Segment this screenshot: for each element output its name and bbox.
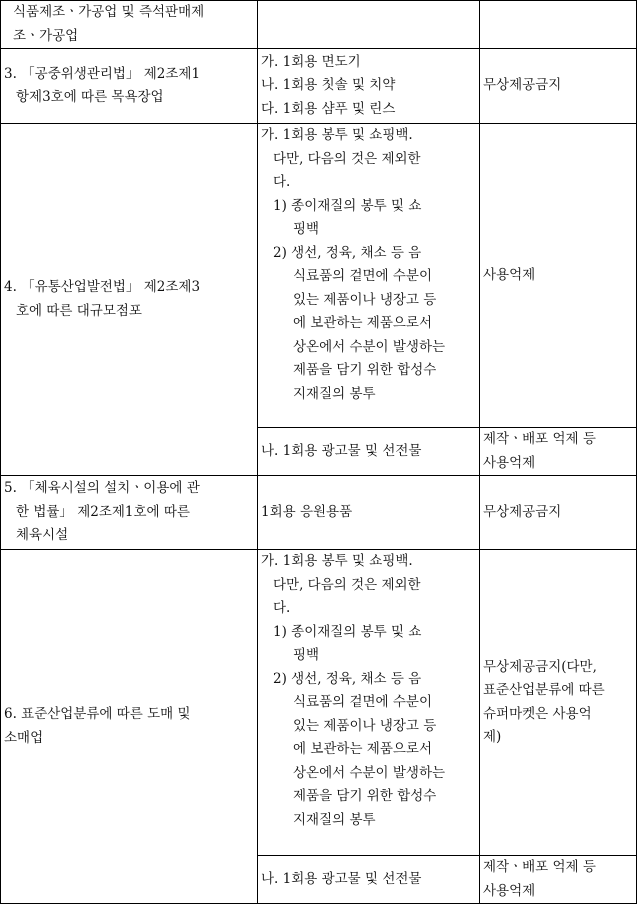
item-line: 나. 1회용 칫솔 및 치약	[261, 77, 396, 94]
sub-item-line: 2) 생선, 정육, 채소 등 음	[273, 244, 422, 261]
sub-item-line: 핑백	[293, 221, 320, 237]
category-line: 체육시설	[16, 527, 69, 544]
item-cell: 1회용 응원용품	[258, 476, 480, 550]
category-line: 호에 따른 대규모점포	[16, 302, 142, 319]
sub-item-line: 에 보관하는 제품으로서	[293, 741, 432, 757]
category-line: 항제3호에 따른 목욕장업	[16, 89, 164, 105]
table-row	[1, 476, 637, 550]
sub-item-line: 1) 종이재질의 봉투 및 쇼	[273, 197, 422, 214]
measure-cell: 무상제공금지	[480, 476, 637, 550]
sub-item-line: 1) 종이재질의 봉투 및 쇼	[273, 623, 422, 640]
sub-item-line: 지재질의 봉투	[293, 811, 376, 828]
sub-item-line: 있는 제품이나 냉장고 등	[293, 717, 437, 734]
measure-line: 표준산업분류에 따른	[483, 682, 605, 698]
item-line: 다만, 다음의 것은 제외한	[273, 576, 421, 593]
category-cell	[1, 550, 258, 904]
measure-line: 제)	[483, 729, 502, 745]
measure-line: 제작ㆍ배포 억제 등	[483, 859, 596, 875]
item-head: 가. 1회용 봉투 및 쇼핑백.	[261, 127, 413, 143]
item-line: 다. 1회용 샴푸 및 린스	[261, 100, 396, 117]
measure-line: 제작ㆍ배포 억제 등	[483, 431, 596, 447]
category-cell	[1, 49, 258, 124]
table-row	[1, 550, 637, 856]
category-line: 5. 「체육시설의 설치ㆍ이용에 관	[4, 480, 200, 497]
category-line: 3. 「공중위생관리법」 제2조제1	[4, 65, 201, 82]
item-line: 다만, 다음의 것은 제외한	[273, 150, 421, 167]
item-cell	[258, 49, 480, 124]
item-head: 가. 1회용 봉투 및 쇼핑백.	[261, 553, 413, 569]
category-line: 조ㆍ가공업	[13, 27, 79, 44]
category-cell	[1, 124, 258, 476]
measure-cell	[480, 1, 637, 49]
measure-cell	[480, 856, 637, 904]
measure-line: 슈퍼마켓은 사용억	[483, 705, 592, 722]
item-cell: 나. 1회용 광고물 및 선전물	[258, 856, 480, 904]
item-cell	[258, 1, 480, 49]
category-line: 한 법률」 제2조제1호에 따른	[16, 503, 190, 520]
sub-item-line: 지재질의 봉투	[293, 385, 376, 402]
sub-item-line: 식료품의 겉면에 수분이	[293, 268, 432, 284]
item-line: 다.	[273, 174, 291, 190]
category-cell	[1, 1, 258, 49]
sub-item-line: 식료품의 겉면에 수분이	[293, 694, 432, 710]
sub-item-line: 있는 제품이나 냉장고 등	[293, 291, 437, 308]
measure-line: 무상제공금지(다만,	[483, 658, 597, 675]
measure-line: 사용억제	[483, 454, 536, 471]
item-cell: 나. 1회용 광고물 및 선전물	[258, 428, 480, 476]
table-row	[1, 124, 637, 428]
category-line: 식품제조ㆍ가공업 및 즉석판매제	[13, 4, 205, 20]
category-line: 6. 표준산업분류에 따른 도매 및	[4, 706, 191, 722]
sub-item-line: 상온에서 수분이 발생하는	[293, 764, 446, 781]
sub-item-line: 핑백	[293, 647, 320, 663]
category-line: 소매업	[4, 729, 44, 746]
measure-cell: 사용억제	[480, 124, 637, 428]
sub-item-line: 제품을 담기 위한 합성수	[293, 788, 437, 804]
category-cell	[1, 476, 258, 550]
item-line: 다.	[273, 600, 291, 616]
item-line: 가. 1회용 면도기	[261, 53, 361, 70]
sub-item-line: 에 보관하는 제품으로서	[293, 315, 432, 331]
sub-item-line: 상온에서 수분이 발생하는	[293, 338, 446, 355]
measure-cell	[480, 428, 637, 476]
item-cell	[258, 550, 480, 856]
measure-cell: 무상제공금지	[480, 49, 637, 124]
measure-cell	[480, 550, 637, 856]
sub-item-line: 2) 생선, 정육, 채소 등 음	[273, 670, 422, 687]
category-line: 4. 「유통산업발전법」 제2조제3	[4, 279, 201, 295]
table-row	[1, 49, 637, 124]
item-cell	[258, 124, 480, 428]
table-row	[1, 1, 637, 49]
measure-line: 사용억제	[483, 882, 536, 899]
sub-item-line: 제품을 담기 위한 합성수	[293, 362, 437, 378]
